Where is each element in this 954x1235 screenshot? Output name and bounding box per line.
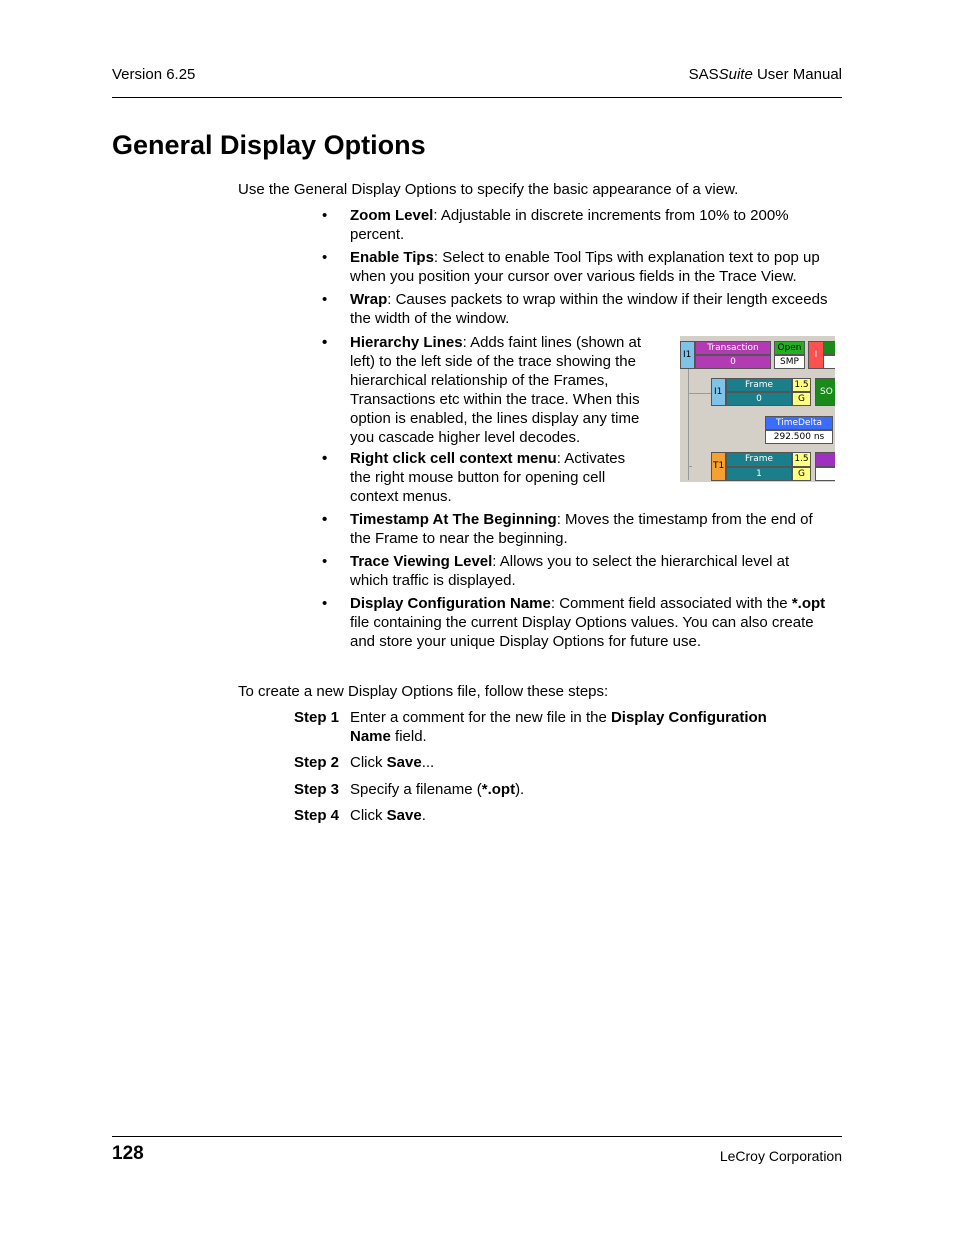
footer-company: LeCroy Corporation xyxy=(719,1148,842,1164)
step-1-text: Enter a comment for the new file in the Display Configuration Name field. xyxy=(350,709,767,745)
header-manual-title: SASSuite User Manual xyxy=(688,66,842,83)
bullet-wrap: Wrap: Causes packets to wrap within the window if their length exceeds the width of the window. xyxy=(350,291,828,327)
bullet-display-config-name: Display Configuration Name: Comment field associated with the *.opt file containing the current Display Options values. You can also create and store your unique Display Options for future use. xyxy=(350,595,826,650)
bullet-marker: • xyxy=(322,334,328,351)
so-cell[interactable]: SO xyxy=(815,378,835,406)
steps-intro: To create a new Display Options file, follow these steps: xyxy=(238,683,609,700)
page-title: General Display Options xyxy=(112,130,426,160)
step-4-text: Click Save. xyxy=(350,807,426,824)
bullet-marker: • xyxy=(322,553,328,570)
bullet-marker: • xyxy=(322,595,328,612)
step-2-text: Click Save... xyxy=(350,754,435,771)
hierarchy-line xyxy=(688,368,689,480)
frame-value-cell[interactable]: 0 xyxy=(726,392,792,406)
step-label: Step 2 xyxy=(294,754,340,771)
flag-cell[interactable]: I xyxy=(808,341,824,369)
footer-rule xyxy=(112,1136,842,1137)
timedelta-name-cell[interactable]: TimeDelta xyxy=(765,416,833,430)
bullet-marker: • xyxy=(322,511,328,528)
open-cell[interactable]: Open xyxy=(774,341,805,355)
bullet-right-click-menu: Right click cell context menu: Activates the right mouse button for opening cell context menus. xyxy=(350,450,626,505)
step-label: Step 3 xyxy=(294,781,340,798)
hierarchy-lines-figure xyxy=(680,336,835,482)
rate2-cell[interactable]: 1.5 xyxy=(792,452,811,467)
frame2-value-cell[interactable]: 1 xyxy=(726,467,792,481)
row1-tag-cell[interactable]: I1 xyxy=(680,341,695,369)
header-rule xyxy=(112,97,842,98)
row4-trailing-cell[interactable] xyxy=(815,452,835,467)
transaction-name-cell[interactable]: Transaction xyxy=(695,341,771,355)
row2-tag-cell[interactable]: I1 xyxy=(711,378,726,406)
step-label: Step 4 xyxy=(294,807,340,824)
intro-paragraph: Use the General Display Options to specify the basic appearance of a view. xyxy=(238,181,739,198)
row4-trailing-cell[interactable] xyxy=(815,467,835,481)
gen-cell[interactable]: G xyxy=(792,392,811,406)
page-number: 128 xyxy=(112,1143,144,1164)
row1-trailing-cell[interactable] xyxy=(823,341,835,355)
bullet-trace-viewing-level: Trace Viewing Level: Allows you to select the hierarchical level at which traffic is displayed. xyxy=(350,553,790,589)
bullet-zoom-level: Zoom Level: Adjustable in discrete increments from 10% to 200% percent. xyxy=(350,207,789,243)
bullet-marker: • xyxy=(322,291,328,308)
hierarchy-line xyxy=(688,466,692,467)
row4-tag-cell[interactable]: T1 xyxy=(711,452,726,481)
gen2-cell[interactable]: G xyxy=(792,467,811,481)
bullet-timestamp: Timestamp At The Beginning: Moves the timestamp from the end of the Frame to near the beginning. xyxy=(350,511,813,547)
rate-cell[interactable]: 1.5 xyxy=(792,378,811,392)
frame-name-cell[interactable]: Frame xyxy=(726,378,792,392)
step-3-text: Specify a filename (*.opt). xyxy=(350,781,525,798)
frame2-name-cell[interactable]: Frame xyxy=(726,452,792,467)
header-version: Version 6.25 xyxy=(112,66,196,83)
timedelta-value-cell[interactable]: 292.500 ns xyxy=(765,430,833,444)
hierarchy-line xyxy=(688,393,711,394)
bullet-hierarchy-lines: Hierarchy Lines: Adds faint lines (shown at left) to the left side of the trace showing the hierarchical relationship of the Frames, Transactions etc within the trace. When this option is enabled, the lines display any time you cascade higher level decodes. xyxy=(350,334,641,446)
bullet-marker: • xyxy=(322,207,328,224)
transaction-value-cell[interactable]: 0 xyxy=(695,355,771,369)
bullet-enable-tips: Enable Tips: Select to enable Tool Tips with explanation text to pop up when you position your cursor over various fields in the Trace View. xyxy=(350,249,820,285)
bullet-marker: • xyxy=(322,249,328,266)
smp-cell[interactable]: SMP xyxy=(774,355,805,369)
step-label: Step 1 xyxy=(294,709,340,726)
bullet-marker: • xyxy=(322,450,328,467)
row1-trailing-cell[interactable] xyxy=(823,355,835,369)
